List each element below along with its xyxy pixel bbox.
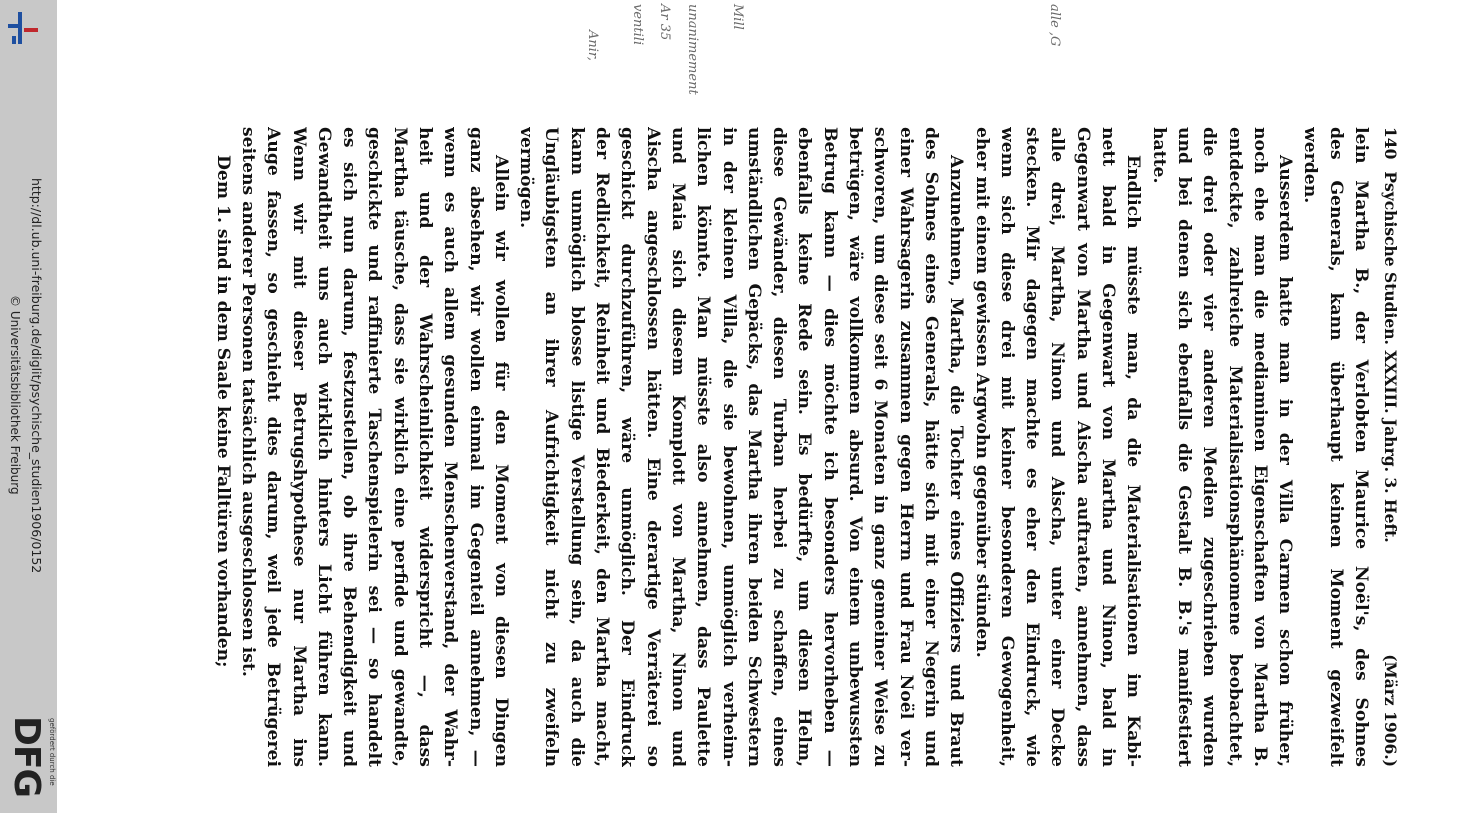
text-line: schworen, um diese seit 6 Monaten in ganz gemeiner Weise zu: [870, 127, 891, 767]
text-line: kann unmöglich blosse listige Verstellung sein, da auch die: [566, 127, 587, 767]
text-line: in der kleinen Villa, die sie bewohnen, unmöglich verheim-: [718, 127, 739, 767]
text-line: Martha täusche, dass sie wirklich eine perfide und gewandte,: [389, 127, 410, 767]
text-line: seitens anderer Personen tatsächlich ausgeschlossen ist.: [237, 127, 258, 677]
handwritten-note: Anir,: [585, 30, 600, 61]
text-line: es sich nun darum, festzustellen, ob ihre Behendigkeit und: [339, 127, 360, 767]
text-line: ebenfalls keine Rede sein. Es bedürfte, um diesen Helm,: [794, 127, 815, 767]
text-line: Endlich müsste man, da die Materialisationen im Kabi-: [1123, 155, 1144, 767]
text-line: entdeckte, zahlreiche Materialisationsphänomene beobachtet,: [1224, 127, 1245, 767]
source-url[interactable]: http://dl.ub.uni-freiburg.de/diglit/psychische_studien1906/0152: [29, 178, 44, 574]
running-title: Psychische Studien. XXXIII. Jahrg. 3. Heft.: [1381, 171, 1400, 543]
copyright-notice: © Universitätsbibliothek Freiburg: [8, 295, 22, 495]
handwritten-note: ventili: [630, 4, 645, 46]
page-number: 140: [1381, 127, 1400, 160]
text-line: noch ehe man die mediaminen Eigenschaften von Martha B.: [1249, 127, 1270, 767]
text-line: hatte.: [1148, 127, 1169, 184]
text-line: alle drei, Martha, Ninon und Aischa, unter einer Decke: [1047, 127, 1068, 767]
text-line: Gewandtheit uns auch wirklich hinters Licht führen kann.: [313, 127, 334, 767]
text-line: geschickt durchzuführen, wäre unmöglich. Der Eindruck: [617, 127, 638, 767]
text-line: geschickte und raffinierte Taschenspielerin sei — so handelt: [364, 127, 385, 767]
text-line: nett bald in Gegenwart von Martha und Ninon, bald in: [1098, 127, 1119, 767]
text-line: des Generals, kann überhaupt keinen Moment gezweifelt: [1325, 127, 1346, 767]
text-line: lichen könnte. Man müsste also annehmen, dass Paulette: [693, 127, 714, 767]
text-line: vermögen.: [516, 127, 537, 229]
text-line: heit und der Wahrscheinlichkeit widerspricht —, dass: [415, 127, 436, 767]
handwritten-note: alle ,G: [1047, 4, 1062, 47]
text-line: Betrug kann — dies möchte ich besonders hervorheben —: [819, 127, 840, 767]
text-line: Dem 1. sind in dem Saale keine Falltüren vorhanden;: [212, 155, 233, 668]
text-line: wenn es auch allem gesunden Menschenverstand, der Wahr-: [440, 127, 461, 767]
scanned-page: [200, 127, 1400, 767]
text-line: Ungläubigsten an ihrer Aufrichtigkeit nicht zu zweifeln: [541, 127, 562, 767]
text-line: Gegenwart von Martha und Aischa auftraten, annehmen, dass: [1072, 127, 1093, 767]
handwritten-note: Mill: [730, 4, 745, 30]
text-line: Aischa angeschlossen hätten. Eine derartige Verräterei so: [642, 127, 663, 767]
text-line: betrügen, wäre vollkommen absurd. Von einem unbewussten: [845, 127, 866, 767]
page-body: [209, 127, 1373, 767]
handwritten-note: Ar 35: [657, 4, 672, 41]
text-line: Auge fassen, so geschieht dies darum, weil jede Betrügerei: [263, 127, 284, 767]
text-line: einer Wahrsagerin zusammen gegen Herrn und Frau Noël ver-: [895, 127, 916, 767]
dfg-logo: DFG: [6, 716, 47, 798]
text-line: und Maia sich diesem Komplott von Martha, Ninon und: [667, 127, 688, 767]
text-line: Wenn wir mit dieser Betrugshypothese nur Martha ins: [288, 127, 309, 767]
text-line: diese Gewänder, diesen Turban herbei zu schaffen, eines: [769, 127, 790, 767]
text-line: lein Martha B., der Verlobten Maurice Noël's, des Sohnes: [1351, 127, 1371, 767]
ub-freiburg-logo-icon: [4, 6, 48, 50]
text-line: werden.: [1300, 127, 1321, 204]
issue-date: (März 1906.): [1381, 654, 1400, 767]
text-line: Anzunehmen, Martha, die Tochter eines Offiziers und Braut: [946, 155, 967, 767]
text-line: und bei denen sich ebenfalls die Gestalt B. B.'s manifestiert: [1173, 127, 1194, 767]
text-line: umständlichen Gepäcks, das Martha ihren beiden Schwestern: [743, 127, 764, 767]
text-line: eher mit einem gewissen Argwohn gegenüber stünden.: [971, 127, 992, 658]
text-line: stecken. Mir dagegen machte es eher den Eindruck, wie: [1022, 127, 1043, 767]
funder-label: gefördert durch die: [48, 718, 56, 786]
text-line: Ausserdem hatte man in der Villa Carmen schon früher,: [1275, 155, 1296, 767]
text-line: der Redlichkeit, Reinheit und Biederkeit, den Martha macht,: [592, 127, 613, 767]
text-line: des Sohnes eines Generals, hätte sich mit einer Negerin und: [920, 127, 941, 767]
text-line: Allein wir wollen für den Moment von diesen Dingen: [490, 155, 511, 767]
text-line: die drei oder vier anderen Medien zugeschrieben wurden: [1199, 127, 1220, 767]
text-line: wenn sich diese drei mit keiner besonderen Gewogenheit,: [996, 127, 1017, 767]
viewer-sidebar: [0, 0, 57, 813]
handwritten-note: unanimement: [685, 4, 700, 95]
page-header: [1373, 127, 1400, 767]
text-line: ganz absehen, wir wollen einmal im Gegenteil annehmen, —: [465, 127, 486, 767]
